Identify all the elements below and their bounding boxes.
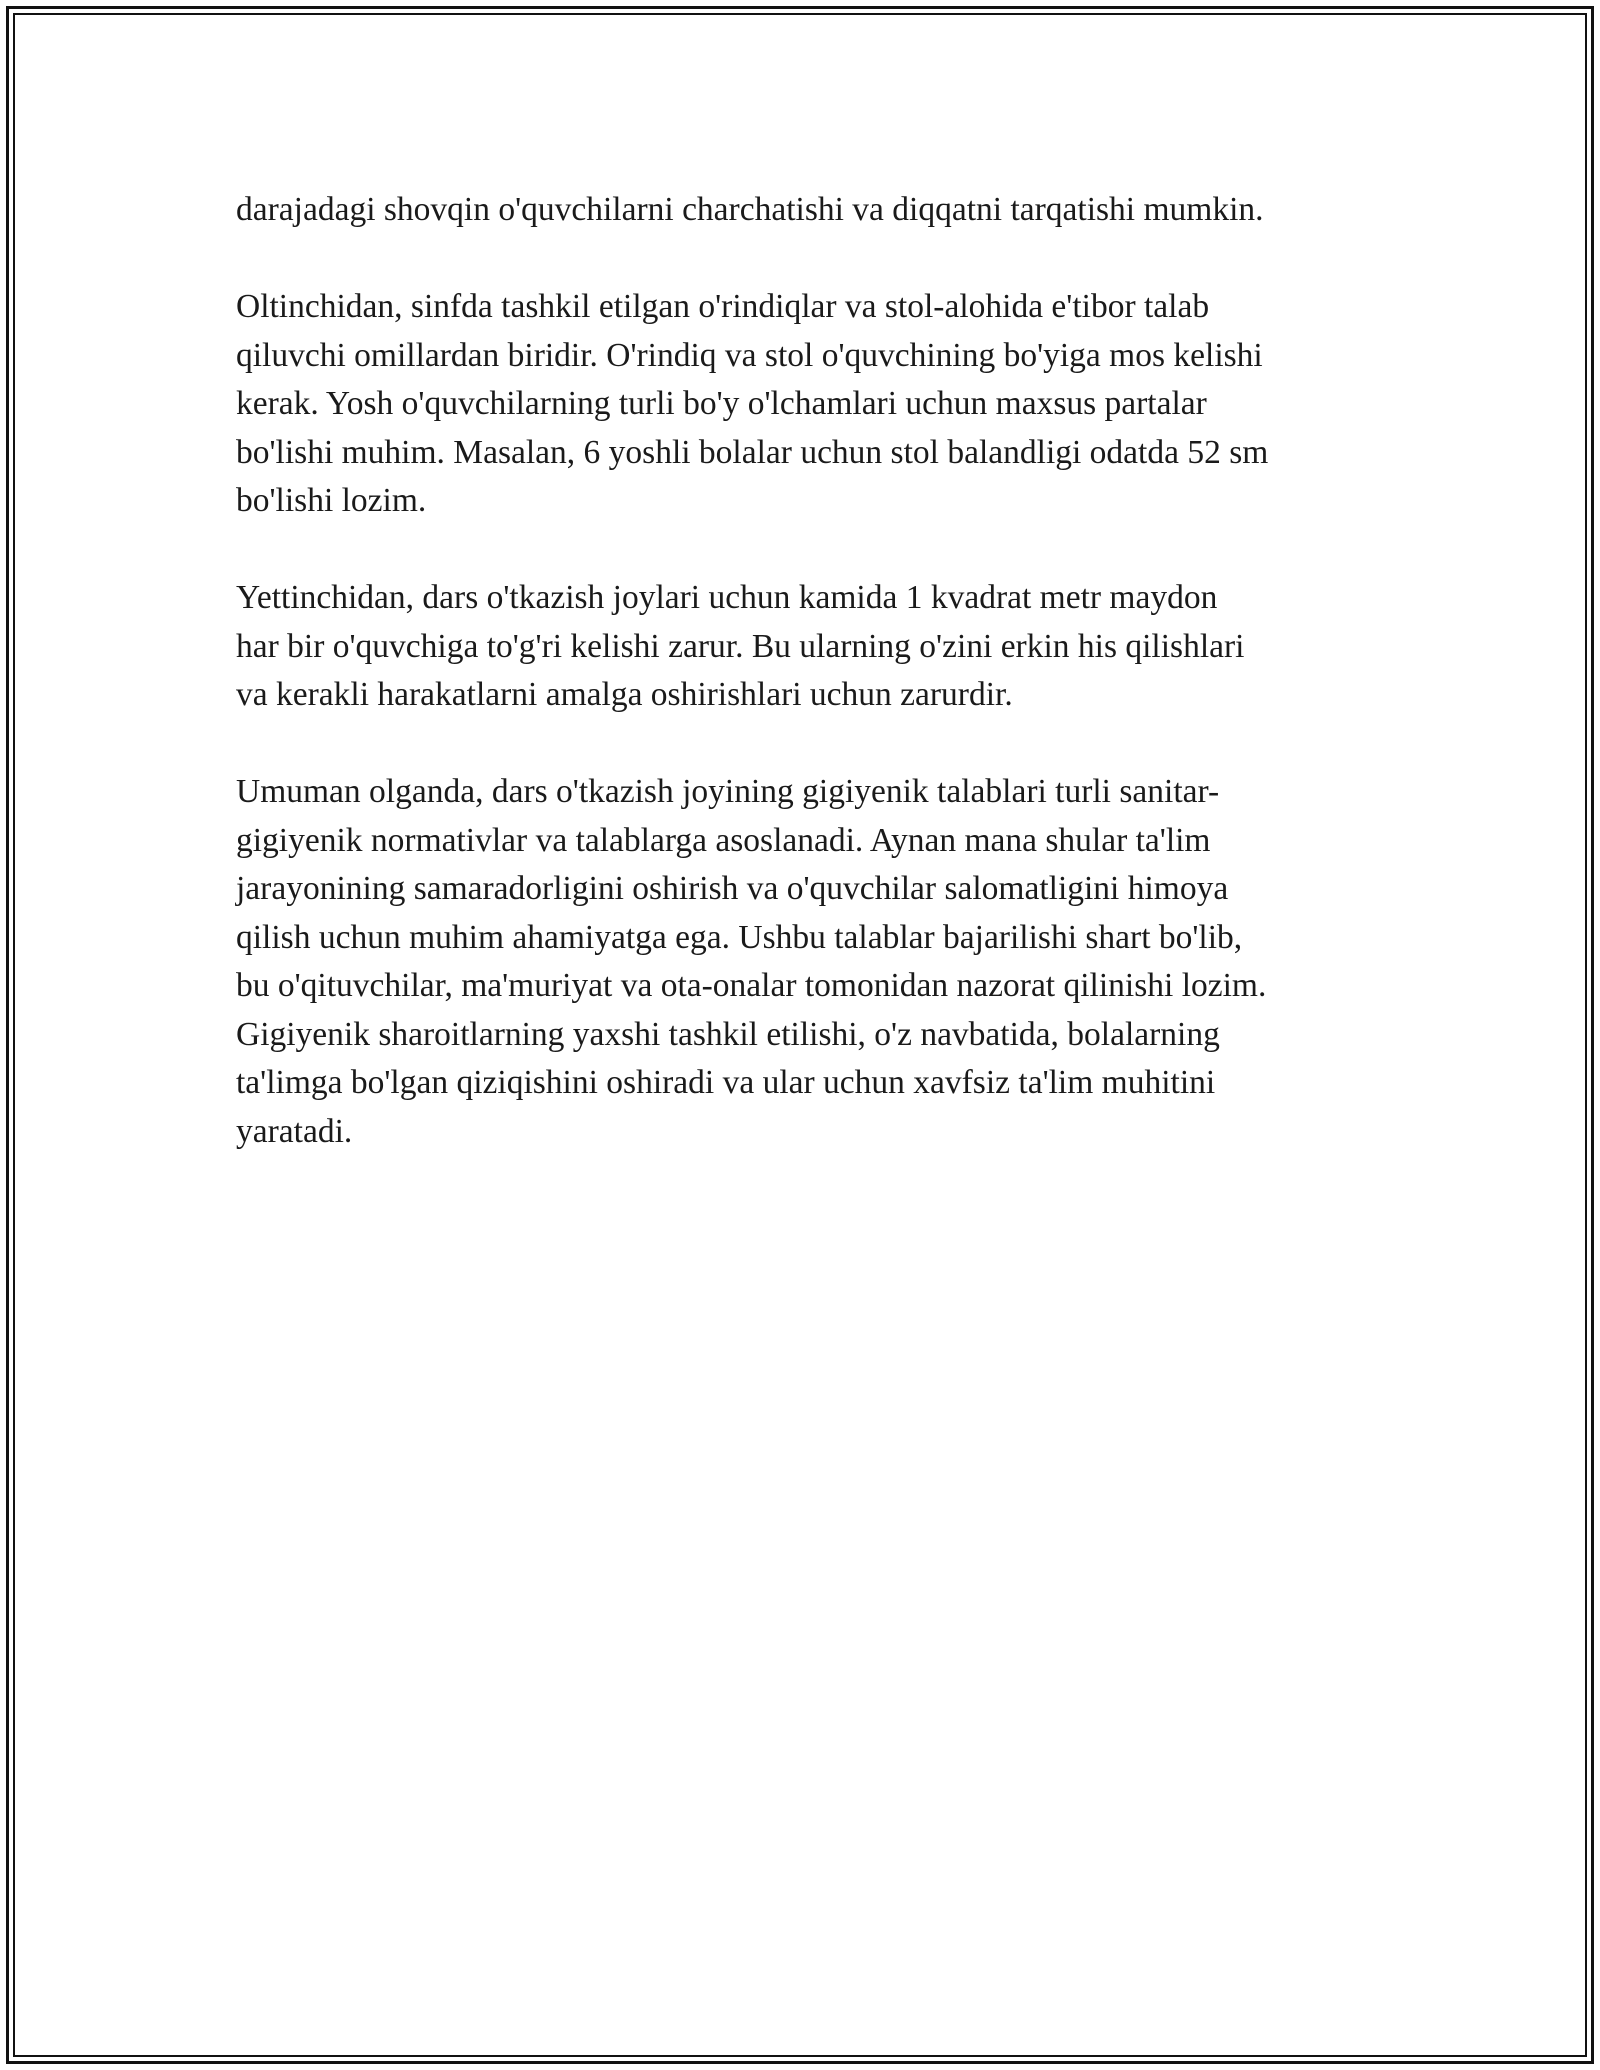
document-body xyxy=(236,186,1386,1205)
paragraph-furniture: Oltinchidan, sinfda tashkil etilgan o'rindiqlar va stol-alohida e'tibor talab qiluvchi omillardan biridir. O'rindiq va stol o'quvchining bo'yiga mos kelishi kerak. Yosh o'quvchilarning turli bo'y o'lchamlari uchun maxsus partalar bo'lishi muhim. Masalan, 6 yoshli bolalar uchun stol balandligi odatda 52 sm bo'lishi lozim. xyxy=(236,288,1269,519)
paragraph-noise-continuation: darajadagi shovqin o'quvchilarni charchatishi va diqqatni tarqatishi mumkin. xyxy=(236,191,1264,228)
paragraph-space-per-student: Yettinchidan, dars o'tkazish joylari uchun kamida 1 kvadrat metr maydon har bir o'quvchiga to'g'ri kelishi zarur. Bu ularning o'zini erkin his qilishlari va kerakli harakatlarni amalga oshirishlari uchun zarurdir. xyxy=(236,579,1245,713)
paragraph-conclusion: Umuman olganda, dars o'tkazish joyining gigiyenik talablari turli sanitar- gigiyenik normativlar va talablarga asoslanadi. Aynan mana shular ta'lim jarayonining samaradorligini oshirish va o'quvchilar salomatligini himoya qilish uchun muhim ahamiyatga ega. Ushbu talablar bajarilishi shart bo'lib, bu o'qituvchilar, ma'muriyat va ota-onalar tomonidan nazorat qilinishi lozim. Gigiyenik sharoitlarning yaxshi tashkil etilishi, o'z navbatida, bolalarning ta'limga bo'lgan qiziqishini oshiradi va ular uchun xavfsiz ta'lim muhitini yaratadi. xyxy=(236,773,1267,1150)
